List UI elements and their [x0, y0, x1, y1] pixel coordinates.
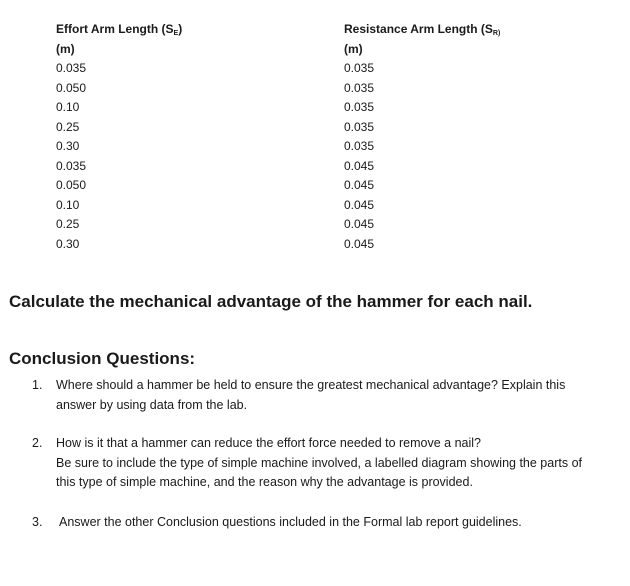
effort-value: 0.30	[56, 139, 80, 153]
effort-arm-header-subscript: E	[173, 30, 179, 37]
resistance-value: 0.045	[344, 158, 375, 173]
question-line: Where should a hammer be held to ensure the greatest mechanical advantage? Explain this	[56, 378, 566, 392]
conclusion-heading: Conclusion Questions:	[9, 349, 196, 368]
resistance-arm-column	[344, 20, 500, 254]
effort-arm-unit: (m)	[56, 41, 75, 56]
resistance-value: 0.045	[344, 217, 375, 231]
effort-value: 0.050	[56, 178, 87, 192]
resistance-arm-unit: (m)	[344, 41, 363, 56]
resistance-value: 0.035	[344, 100, 375, 114]
question-number: 3.	[32, 515, 43, 529]
resistance-value: 0.045	[344, 197, 375, 212]
question-line: answer by using data from the lab.	[56, 397, 248, 412]
question-line: How is it that a hammer can reduce the effort force needed to remove a nail?	[56, 436, 481, 450]
effort-value: 0.035	[56, 158, 87, 173]
effort-arm-header-close: )	[178, 22, 183, 36]
effort-value: 0.035	[56, 61, 87, 75]
question-line: Be sure to include the type of simple machine involved, a labelled diagram showing the parts of	[56, 455, 582, 470]
resistance-value: 0.035	[344, 139, 375, 153]
effort-value: 0.30	[56, 236, 80, 251]
question-text	[56, 434, 582, 493]
resistance-arm-header-subscript: R)	[492, 30, 501, 37]
question-number: 1.	[32, 378, 43, 392]
effort-value: 0.10	[56, 100, 80, 114]
effort-value: 0.050	[56, 80, 87, 95]
question-text	[59, 513, 522, 533]
resistance-value: 0.045	[344, 178, 375, 192]
effort-arm-header	[56, 20, 182, 40]
resistance-value: 0.035	[344, 61, 375, 75]
resistance-value: 0.035	[344, 80, 375, 95]
question-number: 2.	[32, 436, 43, 450]
calculation-instruction: Calculate the mechanical advantage of the hammer for each nail.	[9, 292, 533, 311]
effort-value: 0.10	[56, 197, 80, 212]
question-line: this type of simple machine, and the reason why the advantage is provided.	[56, 475, 473, 489]
effort-arm-header-text: Effort Arm Length (S	[56, 22, 174, 36]
question-text	[56, 376, 565, 415]
resistance-value: 0.035	[344, 119, 375, 134]
effort-value: 0.25	[56, 119, 80, 134]
resistance-value: 0.045	[344, 236, 375, 251]
resistance-arm-header	[344, 20, 500, 40]
question-line: Answer the other Conclusion questions included in the Formal lab report guidelines.	[59, 515, 522, 529]
effort-arm-column	[56, 20, 182, 254]
effort-value: 0.25	[56, 217, 80, 231]
resistance-arm-header-text: Resistance Arm Length (S	[344, 22, 493, 36]
